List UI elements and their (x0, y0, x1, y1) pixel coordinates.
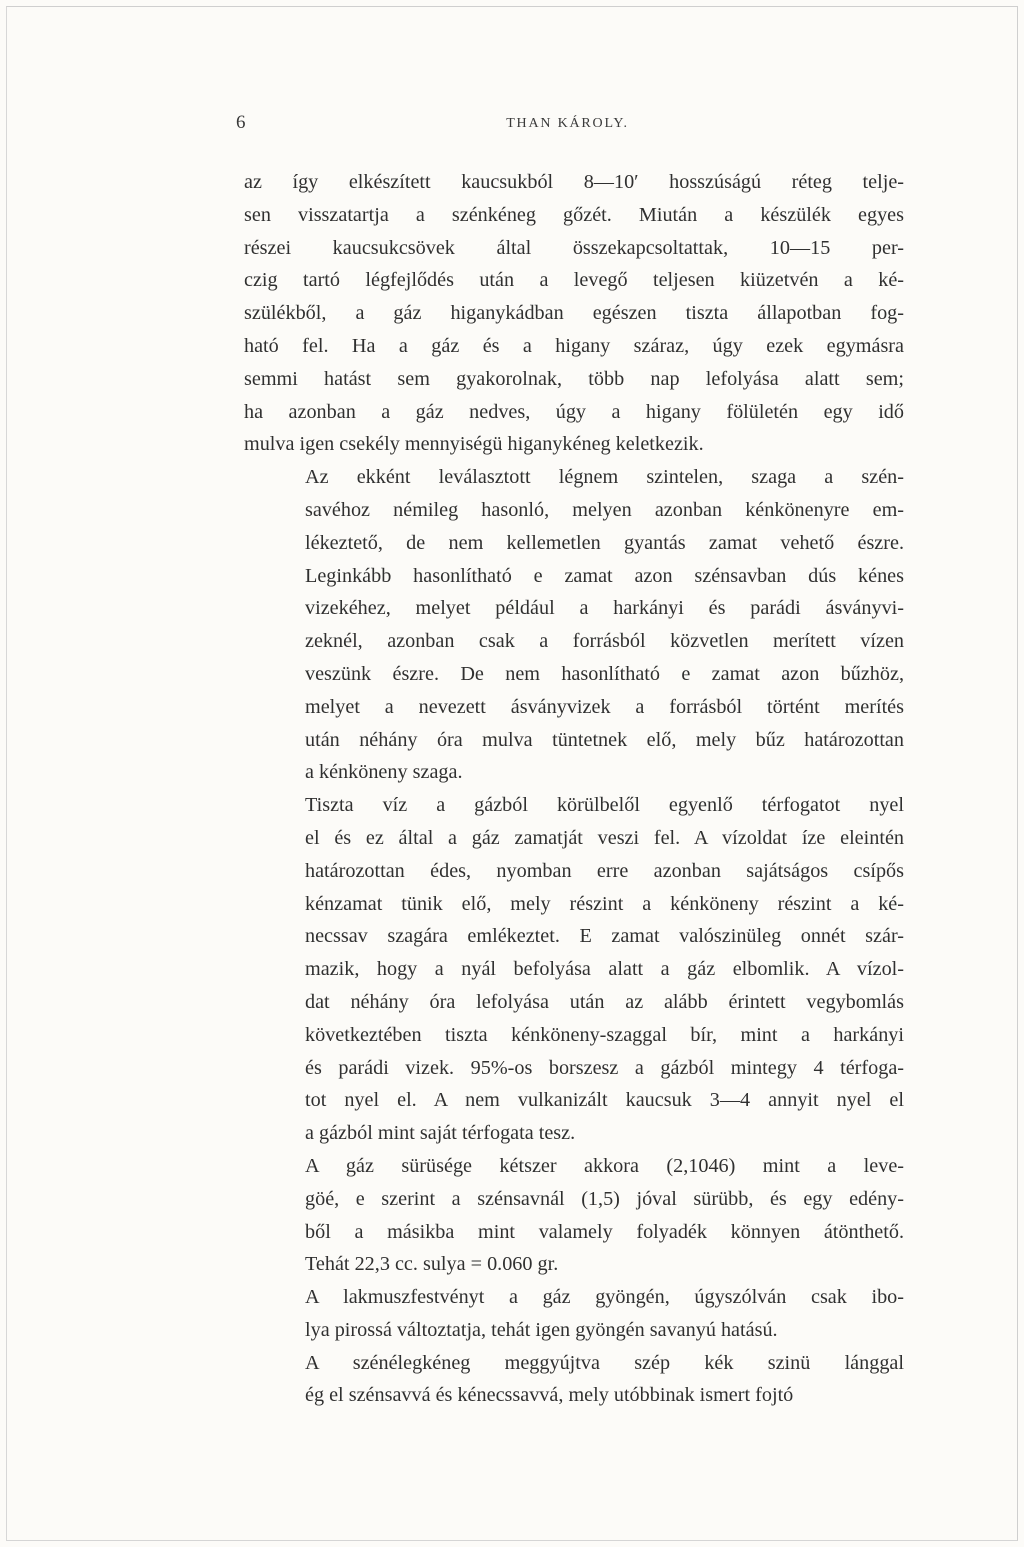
text-line: sen visszatartja a szénkéneg gőzét. Miután a készülék egyes (244, 203, 904, 226)
text-line: czig tartó légfejlődés után a levegő teljesen kiüzetvén a ké- (244, 269, 904, 292)
text-line: Leginkább hasonlítható e zamat azon szénsavban dús kénes (305, 564, 904, 587)
text-line: A lakmuszfestvényt a gáz gyöngén, úgyszólván csak ibo- (305, 1286, 904, 1309)
text-line: zeknél, azonban csak a forrásból közvetlen merített vízen (305, 630, 904, 653)
page-number: 6 (236, 112, 246, 133)
text-line: Tiszta víz a gázból körülbelől egyenlő térfogatot nyel (305, 794, 904, 817)
text-line: következtében tiszta kénköneny-szaggal bír, mint a harkányi (305, 1023, 904, 1046)
text-line: tot nyel el. A nem vulkanizált kaucsuk 3—4 annyit nyel el (305, 1089, 904, 1112)
text-line: vizekéhez, melyet például a harkányi és parádi ásványvi- (305, 597, 904, 620)
text-line: semmi hatást sem gyakorolnak, több nap lefolyása alatt sem; (244, 367, 904, 390)
paragraph (244, 1347, 904, 1413)
text-line: mulva igen csekély mennyiségü higanykéneg keletkezik. (244, 433, 704, 456)
text-line: veszünk észre. De nem hasonlítható e zamat azon bűzhöz, (305, 662, 904, 685)
text-line: a kénköneny szaga. (305, 761, 463, 784)
paragraph (244, 461, 904, 789)
text-line: ható fel. Ha a gáz és a higany száraz, úgy ezek egymásra (244, 334, 904, 357)
text-line: kénzamat tünik elő, mely részint a kénköneny részint a ké- (305, 892, 904, 915)
text-line: dat néhány óra lefolyása után az alább érintett vegybomlás (305, 990, 904, 1013)
text-line: és parádi vizek. 95%-os borszesz a gázból mintegy 4 térfoga- (305, 1056, 904, 1079)
paragraph (244, 789, 904, 1150)
text-line: ből a másikba mint valamely folyadék könnyen átönthető. (305, 1220, 904, 1243)
text-line: részei kaucsukcsövek által összekapcsoltattak, 10—15 per- (244, 236, 904, 259)
text-line: Az ekként leválasztott légnem szintelen, szaga a szén- (305, 466, 904, 489)
text-line: ha azonban a gáz nedves, úgy a higany fölületén egy idő (244, 400, 904, 423)
paragraph (244, 166, 904, 461)
text-line: mazik, hogy a nyál befolyása alatt a gáz elbomlik. A vízol- (305, 958, 904, 981)
paragraph (244, 1281, 904, 1347)
text-line: után néhány óra mulva tüntetnek elő, mely bűz határozottan (305, 728, 904, 751)
text-line: lya pirossá változtatja, tehát igen gyöngén savanyú hatású. (305, 1318, 778, 1341)
text-line: A szénélegkéneg meggyújtva szép kék szinü lánggal (305, 1351, 904, 1374)
text-line: necssav szagára emlékeztet. E zamat valószinüleg onnét szár- (305, 925, 904, 948)
text-line: ég el szénsavvá és kénecssavvá, mely utóbbinak ismert fojtó (305, 1384, 794, 1407)
text-line: A gáz sürüsége kétszer akkora (2,1046) mint a leve- (305, 1154, 904, 1177)
text-body (244, 166, 904, 1412)
page-header (232, 112, 903, 138)
text-line: el és ez által a gáz zamatját veszi fel. A vízoldat íze eleintén (305, 826, 904, 849)
text-line: göé, e szerint a szénsavnál (1,5) jóval sürübb, és egy edény- (305, 1187, 904, 1210)
text-line: szülékből, a gáz higanykádban egészen tiszta állapotban fog- (244, 302, 904, 325)
text-line: Tehát 22,3 cc. sulya = 0.060 gr. (305, 1253, 559, 1276)
text-line: az így elkészített kaucsukból 8—10′ hosszúságú réteg telje- (244, 171, 904, 193)
running-head: THAN KÁROLY. (506, 116, 629, 131)
text-line: határozottan édes, nyomban erre azonban sajátságos csípős (305, 859, 904, 882)
text-line: a gázból mint saját térfogata tesz. (305, 1122, 576, 1145)
text-line: savéhoz némileg hasonló, melyen azonban kénkönenyre em- (305, 498, 904, 521)
text-line: lékeztető, de nem kellemetlen gyantás zamat vehető észre. (305, 531, 904, 554)
text-line: melyet a nevezett ásványvizek a forrásból történt merítés (305, 695, 904, 718)
paragraph (244, 1150, 904, 1281)
